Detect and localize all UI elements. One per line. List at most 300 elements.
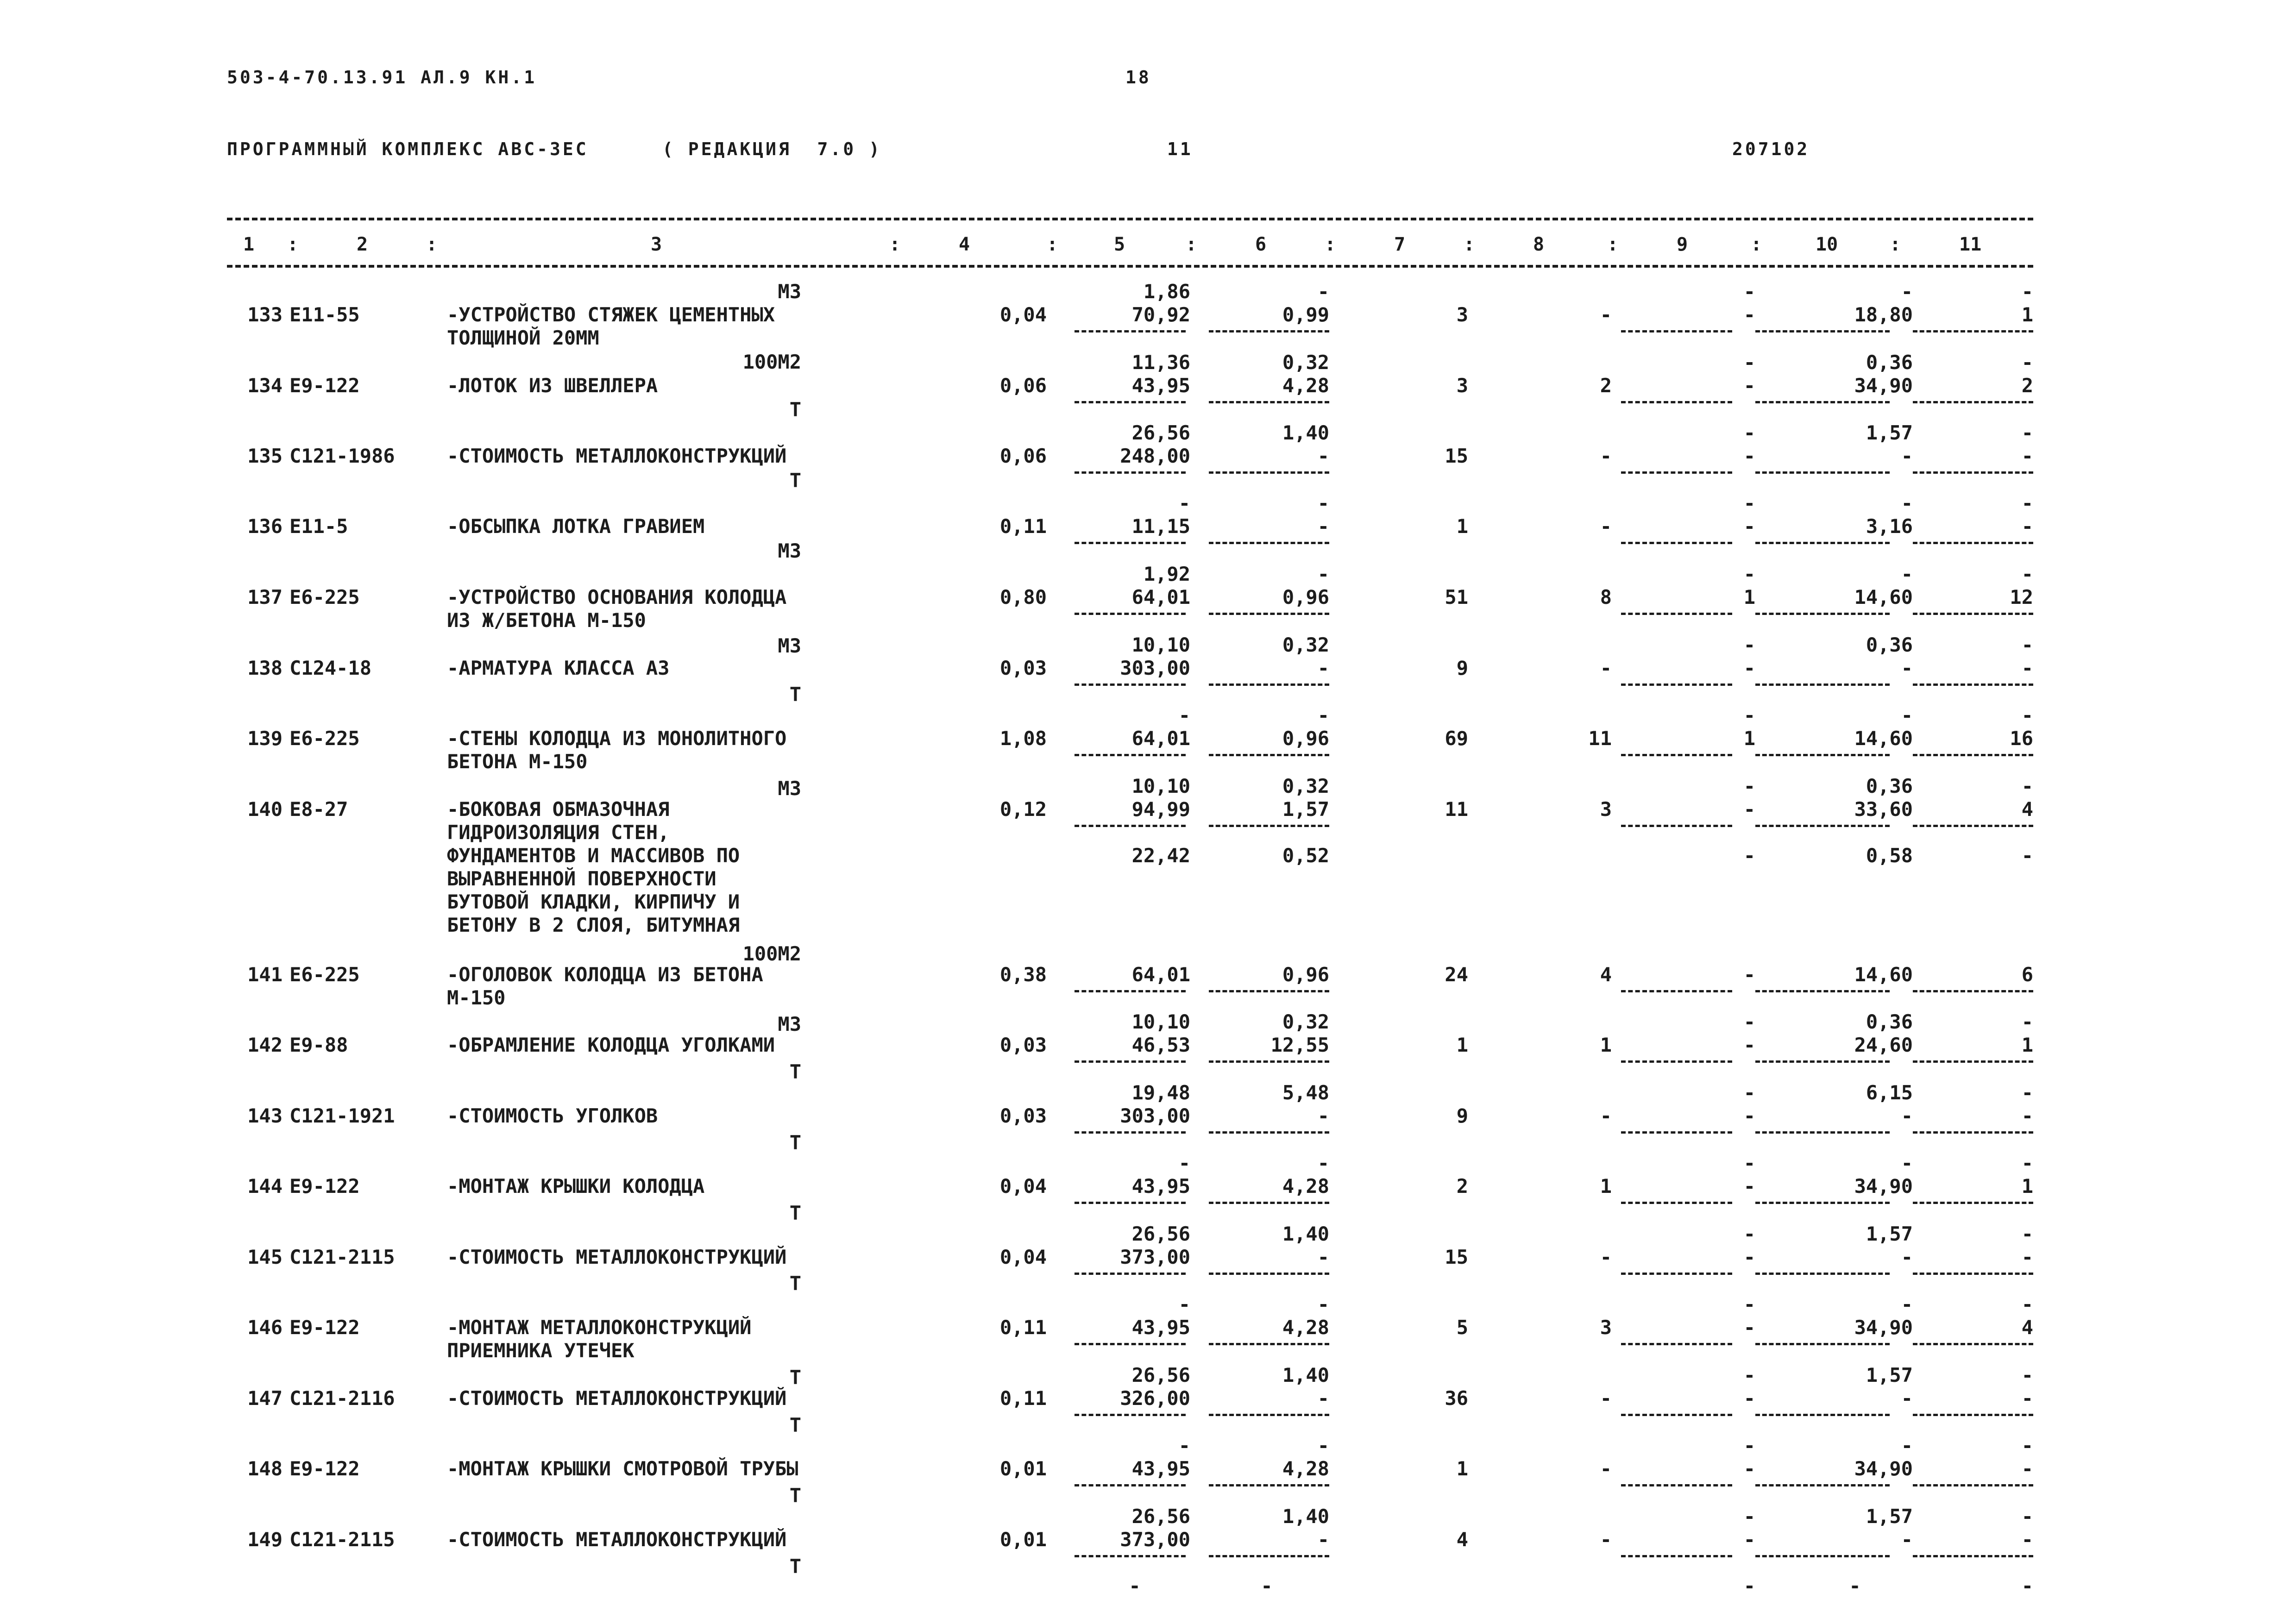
cell-underline: [1075, 1343, 1186, 1345]
quantity-cell: 0,04: [999, 1246, 1047, 1268]
unit-label: 100М2: [742, 351, 801, 373]
cell-5a: -: [1178, 492, 1190, 514]
cell-11a: -: [2021, 1223, 2033, 1245]
rate-code: Е9-88: [289, 1034, 348, 1056]
cell-7: 3: [1456, 374, 1468, 397]
work-description: -МОНТАЖ МЕТАЛЛОКОНСТРУКЦИЙ ПРИЕМНИКА УТЕЧЕК: [447, 1316, 752, 1362]
cell-8: -: [1600, 1528, 1612, 1551]
cell-11a: -: [2021, 704, 2033, 727]
cell-underline: [1755, 1273, 1890, 1275]
cell-underline: [1075, 471, 1186, 474]
cell-underline: [1621, 1273, 1732, 1275]
work-description: -ОГОЛОВОК КОЛОДЦА ИЗ БЕТОНА М-150: [447, 963, 763, 1009]
cell-10a: 1,57: [1866, 421, 1913, 444]
work-description: -МОНТАЖ КРЫШКИ СМОТРОВОЙ ТРУБЫ: [447, 1457, 798, 1480]
cell-underline: [1209, 613, 1329, 615]
row-number: 139: [247, 727, 283, 750]
cell-underline: [1755, 990, 1890, 992]
cell-9b: -: [1743, 515, 1755, 538]
cell-underline: [1209, 1484, 1329, 1486]
cell-6b: 12,55: [1270, 1034, 1329, 1056]
cell-underline: [1621, 1555, 1732, 1557]
unit-label: М3: [778, 634, 801, 657]
cell-11a: -: [2021, 421, 2033, 444]
cell-9b: -: [1743, 1175, 1755, 1198]
work-description: -УСТРОЙСТВО СТЯЖЕК ЦЕМЕНТНЫХ ТОЛЩИНОЙ 20ММ: [447, 303, 775, 349]
cell-underline: [1913, 825, 2033, 827]
col-separator: :: [426, 234, 438, 255]
col-1-header: 1: [243, 234, 255, 255]
cell-5a: 10,10: [1131, 1010, 1190, 1033]
row-number: 148: [247, 1457, 283, 1480]
unit-label: М3: [778, 539, 801, 562]
work-description: -СТОИМОСТЬ МЕТАЛЛОКОНСТРУКЦИЙ: [447, 1528, 787, 1551]
cell-6a: -: [1317, 1434, 1329, 1457]
cell-10b: 14,60: [1854, 727, 1913, 750]
row-number: 141: [247, 963, 283, 986]
quantity-cell: 0,03: [999, 1034, 1047, 1056]
cell-5b: 373,00: [1120, 1528, 1190, 1551]
cell-6b: 0,96: [1282, 586, 1329, 608]
cell-underline: [1621, 1131, 1732, 1134]
cell-11a: -: [2021, 633, 2033, 656]
cell-5b: 303,00: [1120, 1104, 1190, 1127]
cell-underline: [1621, 1414, 1732, 1416]
cell-10b: 14,60: [1854, 586, 1913, 608]
work-description: -БОКОВАЯ ОБМАЗОЧНАЯ ГИДРОИЗОЛЯЦИЯ СТЕН, ФУНДАМЕНТОВ И МАССИВОВ ПО ВЫРАВНЕННОЙ ПОВЕРХНОСТИ БУТОВОЙ КЛАДКИ, КИРПИЧУ И БЕТОНУ В 2 СЛОЯ, БИТУМНАЯ: [447, 798, 740, 936]
cell-trailing: -: [1743, 1574, 1755, 1597]
unit-label: М3: [778, 280, 801, 303]
cell-10b: 14,60: [1854, 963, 1913, 986]
work-description: -ЛОТОК ИЗ ШВЕЛЛЕРА: [447, 374, 658, 397]
row-number: 135: [247, 445, 283, 467]
cell-5b: 64,01: [1131, 727, 1190, 750]
cell-5b: 248,00: [1120, 445, 1190, 467]
cell-underline: [1209, 1414, 1329, 1416]
cell-10b: -: [1901, 1104, 1913, 1127]
cell-11a: -: [2021, 563, 2033, 585]
cell-8: 2: [1600, 374, 1612, 397]
rate-code: С121-2116: [289, 1387, 395, 1410]
cell-9a: -: [1743, 1223, 1755, 1245]
cell-underline: [1621, 613, 1732, 615]
cell-9a: -: [1743, 1081, 1755, 1104]
rate-code: С124-18: [289, 657, 372, 679]
cell-6a: 0,32: [1282, 633, 1329, 656]
cell-5a: -: [1178, 1434, 1190, 1457]
cell-8: 8: [1600, 586, 1612, 608]
row-number: 147: [247, 1387, 283, 1410]
cell-underline: [1621, 990, 1732, 992]
cell-8: 1: [1600, 1175, 1612, 1198]
cell-5a: 1,92: [1143, 563, 1190, 585]
col-separator: :: [1464, 234, 1475, 255]
row-number: 134: [247, 374, 283, 397]
cell-6a: 1,40: [1282, 421, 1329, 444]
unit-label: Т: [789, 1060, 801, 1083]
cell-5a: 26,56: [1131, 1505, 1190, 1528]
rate-code: Е11-5: [289, 515, 348, 538]
cell-8: -: [1600, 445, 1612, 467]
cell-6c: 0,52: [1282, 844, 1329, 867]
cell-5a: 10,10: [1131, 633, 1190, 656]
row-number: 140: [247, 798, 283, 821]
cell-6a: -: [1317, 563, 1329, 585]
cell-10a: 0,36: [1866, 1010, 1913, 1033]
cell-underline: [1209, 754, 1329, 756]
cell-5b: 373,00: [1120, 1246, 1190, 1268]
cell-underline: [1755, 1131, 1890, 1134]
cell-underline: [1755, 1484, 1890, 1486]
unit-label: М3: [778, 777, 801, 800]
cell-9b: -: [1743, 798, 1755, 821]
cell-5b: 43,95: [1131, 1175, 1190, 1198]
cell-5a: -: [1178, 704, 1190, 727]
table-header-rule: [227, 265, 2033, 268]
quantity-cell: 0,01: [999, 1457, 1047, 1480]
rate-code: Е8-27: [289, 798, 348, 821]
work-description: -СТОИМОСТЬ МЕТАЛЛОКОНСТРУКЦИЙ: [447, 1387, 787, 1410]
cell-underline: [1913, 754, 2033, 756]
cell-underline: [1913, 1555, 2033, 1557]
cell-6b: -: [1317, 515, 1329, 538]
work-description: -УСТРОЙСТВО ОСНОВАНИЯ КОЛОДЦА ИЗ Ж/БЕТОНА М-150: [447, 586, 787, 632]
row-number: 136: [247, 515, 283, 538]
cell-7: 2: [1456, 1175, 1468, 1198]
sheet-number: 11: [1167, 139, 1193, 159]
cell-6b: 0,96: [1282, 963, 1329, 986]
rate-code: С121-1986: [289, 445, 395, 467]
cell-11a: -: [2021, 1152, 2033, 1174]
cell-underline: [1075, 1414, 1186, 1416]
cell-9b: -: [1743, 303, 1755, 326]
cell-underline: [1755, 1414, 1890, 1416]
cell-underline: [1075, 754, 1186, 756]
quantity-cell: 0,06: [999, 374, 1047, 397]
cell-11a: -: [2021, 351, 2033, 374]
col-separator: :: [1751, 234, 1762, 255]
cell-9a: -: [1743, 1152, 1755, 1174]
cell-10b: -: [1901, 445, 1913, 467]
cell-underline: [1209, 401, 1329, 403]
work-description: -СТЕНЫ КОЛОДЦА ИЗ МОНОЛИТНОГО БЕТОНА М-150: [447, 727, 787, 773]
col-separator: :: [1186, 234, 1197, 255]
unit-label: Т: [789, 1414, 801, 1436]
cell-8: 3: [1600, 798, 1612, 821]
cell-6b: 4,28: [1282, 1316, 1329, 1339]
cell-underline: [1755, 330, 1890, 332]
cell-underline: [1075, 401, 1186, 403]
col-7-header: 7: [1394, 234, 1406, 255]
cell-underline: [1621, 1202, 1732, 1204]
cell-underline: [1755, 542, 1890, 544]
cell-10a: -: [1901, 563, 1913, 585]
row-number: 133: [247, 303, 283, 326]
unit-label: Т: [789, 1366, 801, 1389]
cell-10a: 0,36: [1866, 633, 1913, 656]
rate-code: С121-2115: [289, 1528, 395, 1551]
cell-underline: [1209, 1273, 1329, 1275]
cell-6b: 1,57: [1282, 798, 1329, 821]
cell-11a: -: [2021, 775, 2033, 797]
cell-7: 9: [1456, 657, 1468, 679]
cell-10a: -: [1901, 492, 1913, 514]
quantity-cell: 0,03: [999, 657, 1047, 679]
cell-5a: 11,36: [1131, 351, 1190, 374]
cell-5a: 1,86: [1143, 280, 1190, 303]
cell-underline: [1621, 330, 1732, 332]
cell-6a: 0,32: [1282, 775, 1329, 797]
col-6-header: 6: [1255, 234, 1267, 255]
cell-8: -: [1600, 515, 1612, 538]
cell-6a: -: [1317, 280, 1329, 303]
cell-underline: [1075, 1484, 1186, 1486]
cell-underline: [1621, 401, 1732, 403]
cell-underline: [1755, 613, 1890, 615]
cell-11b: -: [2021, 515, 2033, 538]
cell-underline: [1075, 1273, 1186, 1275]
quantity-cell: 0,04: [999, 303, 1047, 326]
cell-10b: -: [1901, 1528, 1913, 1551]
cell-underline: [1209, 471, 1329, 474]
cell-underline: [1209, 1202, 1329, 1204]
cell-underline: [1209, 542, 1329, 544]
row-number: 149: [247, 1528, 283, 1551]
cell-6a: 1,40: [1282, 1364, 1329, 1386]
cell-6b: 0,99: [1282, 303, 1329, 326]
cell-9a: -: [1743, 775, 1755, 797]
cell-9b: -: [1743, 1316, 1755, 1339]
table-top-rule: [227, 218, 2033, 220]
cell-6a: -: [1317, 1152, 1329, 1174]
cell-10c: 0,58: [1866, 844, 1913, 867]
quantity-cell: 0,11: [999, 1387, 1047, 1410]
quantity-cell: 0,11: [999, 1316, 1047, 1339]
cell-underline: [1913, 1060, 2033, 1063]
cell-11c: -: [2021, 844, 2033, 867]
cell-10b: 18,80: [1854, 303, 1913, 326]
cell-5b: 64,01: [1131, 586, 1190, 608]
cell-underline: [1075, 683, 1186, 686]
cell-9a: -: [1743, 280, 1755, 303]
cell-11b: 16: [2010, 727, 2033, 750]
cell-10b: 34,90: [1854, 1316, 1913, 1339]
cell-10a: 1,57: [1866, 1505, 1913, 1528]
cell-6b: -: [1317, 1104, 1329, 1127]
cell-underline: [1755, 825, 1890, 827]
cell-underline: [1075, 613, 1186, 615]
cell-7: 15: [1445, 1246, 1468, 1268]
cell-underline: [1913, 401, 2033, 403]
cell-underline: [1913, 990, 2033, 992]
col-9-header: 9: [1677, 234, 1688, 255]
cell-underline: [1755, 683, 1890, 686]
cell-7: 69: [1445, 727, 1468, 750]
cell-10a: 1,57: [1866, 1364, 1913, 1386]
cell-underline: [1075, 1131, 1186, 1134]
cell-11a: -: [2021, 1364, 2033, 1386]
cell-11b: -: [2021, 1104, 2033, 1127]
cell-underline: [1913, 1131, 2033, 1134]
cell-underline: [1755, 754, 1890, 756]
work-description: -СТОИМОСТЬ МЕТАЛЛОКОНСТРУКЦИЙ: [447, 445, 787, 467]
cell-7: 36: [1445, 1387, 1468, 1410]
cell-11a: -: [2021, 1505, 2033, 1528]
cell-underline: [1913, 1273, 2033, 1275]
cell-6b: -: [1317, 445, 1329, 467]
cell-underline: [1913, 1484, 2033, 1486]
cell-9b: -: [1743, 445, 1755, 467]
cell-7: 24: [1445, 963, 1468, 986]
rate-code: Е6-225: [289, 963, 360, 986]
cell-underline: [1755, 471, 1890, 474]
cell-7: 1: [1456, 515, 1468, 538]
cell-trailing: -: [1261, 1574, 1273, 1597]
col-5-header: 5: [1114, 234, 1125, 255]
rate-code: С121-1921: [289, 1104, 395, 1127]
cell-underline: [1209, 330, 1329, 332]
cell-9a: -: [1743, 1293, 1755, 1316]
cell-9b: -: [1743, 1246, 1755, 1268]
page-number: 18: [1125, 67, 1151, 88]
col-separator: :: [287, 234, 299, 255]
cell-11b: 1: [2021, 303, 2033, 326]
cell-10b: 34,90: [1854, 1175, 1913, 1198]
cell-10b: 24,60: [1854, 1034, 1913, 1056]
unit-label: М3: [778, 1013, 801, 1035]
cell-6a: 1,40: [1282, 1505, 1329, 1528]
col-11-header: 11: [1959, 234, 1982, 255]
cell-underline: [1075, 1202, 1186, 1204]
cell-5b: 70,92: [1131, 303, 1190, 326]
col-3-header: 3: [651, 234, 662, 255]
cell-9a: -: [1743, 633, 1755, 656]
cell-underline: [1075, 990, 1186, 992]
cell-5b: 46,53: [1131, 1034, 1190, 1056]
cell-6a: -: [1317, 492, 1329, 514]
cell-underline: [1209, 1555, 1329, 1557]
cell-7: 9: [1456, 1104, 1468, 1127]
col-2-header: 2: [357, 234, 368, 255]
cell-8: -: [1600, 1104, 1612, 1127]
cell-underline: [1075, 1060, 1186, 1063]
cell-10b: -: [1901, 1246, 1913, 1268]
cell-underline: [1075, 330, 1186, 332]
cell-10a: 1,57: [1866, 1223, 1913, 1245]
cell-7: 4: [1456, 1528, 1468, 1551]
cell-underline: [1621, 1060, 1732, 1063]
cell-trailing: -: [1129, 1574, 1141, 1597]
cell-9a: -: [1743, 492, 1755, 514]
col-separator: :: [1047, 234, 1058, 255]
cell-11a: -: [2021, 1010, 2033, 1033]
cell-10b: 34,90: [1854, 374, 1913, 397]
cell-9b: -: [1743, 1528, 1755, 1551]
cell-underline: [1621, 683, 1732, 686]
row-number: 143: [247, 1104, 283, 1127]
cell-underline: [1209, 825, 1329, 827]
cell-10a: -: [1901, 280, 1913, 303]
cell-underline: [1621, 1343, 1732, 1345]
cell-10a: -: [1901, 1434, 1913, 1457]
cell-9b: -: [1743, 657, 1755, 679]
unit-label: Т: [789, 398, 801, 421]
cell-10a: 0,36: [1866, 351, 1913, 374]
rate-code: Е9-122: [289, 1175, 360, 1198]
cell-9a: -: [1743, 421, 1755, 444]
cell-9a: -: [1743, 1434, 1755, 1457]
cell-underline: [1209, 683, 1329, 686]
row-number: 145: [247, 1246, 283, 1268]
rate-code: Е11-55: [289, 303, 360, 326]
quantity-cell: 0,06: [999, 445, 1047, 467]
cell-5a: 26,56: [1131, 1364, 1190, 1386]
cell-6a: 0,32: [1282, 1010, 1329, 1033]
cell-11b: -: [2021, 1246, 2033, 1268]
cell-11b: 4: [2021, 798, 2033, 821]
unit-label: Т: [789, 1131, 801, 1154]
quantity-cell: 0,11: [999, 515, 1047, 538]
cell-underline: [1621, 754, 1732, 756]
unit-label: Т: [789, 1484, 801, 1507]
cell-7: 1: [1456, 1457, 1468, 1480]
cell-8: -: [1600, 303, 1612, 326]
cell-9a: -: [1743, 351, 1755, 374]
cell-10b: 3,16: [1866, 515, 1913, 538]
work-description: -ОБСЫПКА ЛОТКА ГРАВИЕМ: [447, 515, 705, 538]
cell-6a: -: [1317, 1293, 1329, 1316]
cell-9a: -: [1743, 1364, 1755, 1386]
col-separator: :: [1890, 234, 1901, 255]
quantity-cell: 0,03: [999, 1104, 1047, 1127]
document-code: 503-4-70.13.91 АЛ.9 КН.1: [227, 67, 537, 88]
work-description: -ОБРАМЛЕНИЕ КОЛОДЦА УГОЛКАМИ: [447, 1034, 775, 1056]
work-description: -СТОИМОСТЬ МЕТАЛЛОКОНСТРУКЦИЙ: [447, 1246, 787, 1268]
rate-code: Е6-225: [289, 727, 360, 750]
cell-6b: 4,28: [1282, 1457, 1329, 1480]
cell-11b: 12: [2010, 586, 2033, 608]
cell-8: -: [1600, 1457, 1612, 1480]
rate-code: Е9-122: [289, 1457, 360, 1480]
cell-underline: [1621, 542, 1732, 544]
row-number: 142: [247, 1034, 283, 1056]
cell-7: 15: [1445, 445, 1468, 467]
cell-10a: 0,36: [1866, 775, 1913, 797]
cell-underline: [1075, 542, 1186, 544]
cell-10b: -: [1901, 657, 1913, 679]
cell-underline: [1755, 1202, 1890, 1204]
unit-label: Т: [789, 683, 801, 706]
quantity-cell: 0,04: [999, 1175, 1047, 1198]
cell-11b: 2: [2021, 374, 2033, 397]
cell-9b: -: [1743, 1387, 1755, 1410]
cell-underline: [1755, 401, 1890, 403]
cell-underline: [1755, 1343, 1890, 1345]
cell-11b: -: [2021, 1457, 2033, 1480]
cell-underline: [1621, 471, 1732, 474]
cell-7: 51: [1445, 586, 1468, 608]
cell-7: 1: [1456, 1034, 1468, 1056]
cell-5b: 303,00: [1120, 657, 1190, 679]
cell-11b: 1: [2021, 1175, 2033, 1198]
cell-5b: 43,95: [1131, 374, 1190, 397]
quantity-cell: 0,12: [999, 798, 1047, 821]
cell-underline: [1075, 825, 1186, 827]
cell-trailing: -: [1849, 1574, 1861, 1597]
cell-underline: [1621, 1484, 1732, 1486]
col-10-header: 10: [1816, 234, 1838, 255]
document-id: 207102: [1732, 139, 1810, 159]
